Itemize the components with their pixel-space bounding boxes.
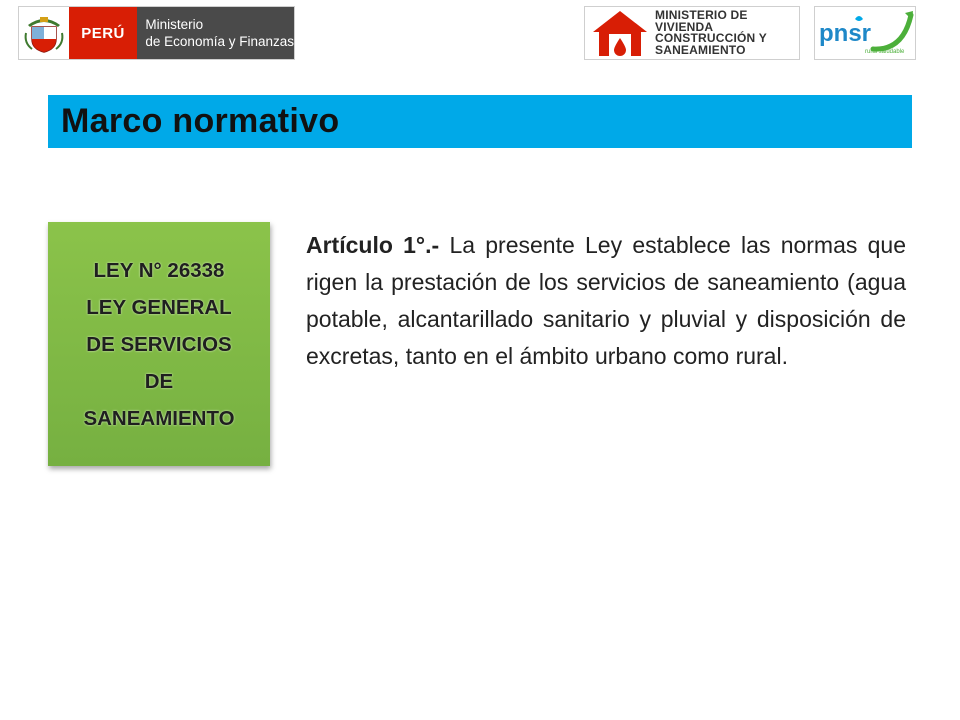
svg-text:pnsr: pnsr (819, 20, 872, 47)
ministry-line-2: de Economía y Finanzas (145, 34, 294, 49)
pnsr-logo (814, 6, 916, 60)
article-text: La presente Ley establece las normas que rigen la prestación de los servicios de saneamiento (agua potable, alcantarillado sanitario y pluvial y disposición de excretas, tanto en el ámbito urbano como rural. (306, 232, 906, 369)
law-title (83, 252, 234, 437)
ministry-line-1: Ministerio (145, 17, 204, 32)
peru-coat-of-arms-icon (19, 7, 69, 59)
vivienda-logo (584, 6, 800, 60)
law-line: DE SERVICIOS (86, 332, 232, 356)
law-line: LEY N° 26338 (93, 258, 225, 282)
article-paragraph (306, 227, 906, 375)
vivienda-line: VIVIENDA (655, 19, 714, 34)
law-line: SANEAMIENTO (83, 406, 235, 430)
law-box (48, 222, 270, 466)
article-label: Artículo 1°.- (306, 232, 440, 258)
vivienda-line: SANEAMIENTO (655, 42, 746, 57)
page-title: Marco normativo (61, 102, 340, 140)
ministry-name (137, 7, 294, 59)
mef-logo (18, 6, 295, 60)
vivienda-line: CONSTRUCCIÓN Y (655, 31, 767, 45)
house-drop-icon (585, 7, 655, 59)
law-line: DE (144, 369, 174, 393)
svg-text:rural saludable: rural saludable (865, 49, 905, 55)
law-line: LEY GENERAL (86, 295, 232, 319)
title-bar (48, 95, 912, 148)
vivienda-line: MINISTERIO DE (655, 8, 748, 22)
vivienda-text (655, 10, 767, 56)
peru-label: PERÚ (69, 7, 138, 59)
pnsr-wordmark-icon (815, 7, 915, 59)
